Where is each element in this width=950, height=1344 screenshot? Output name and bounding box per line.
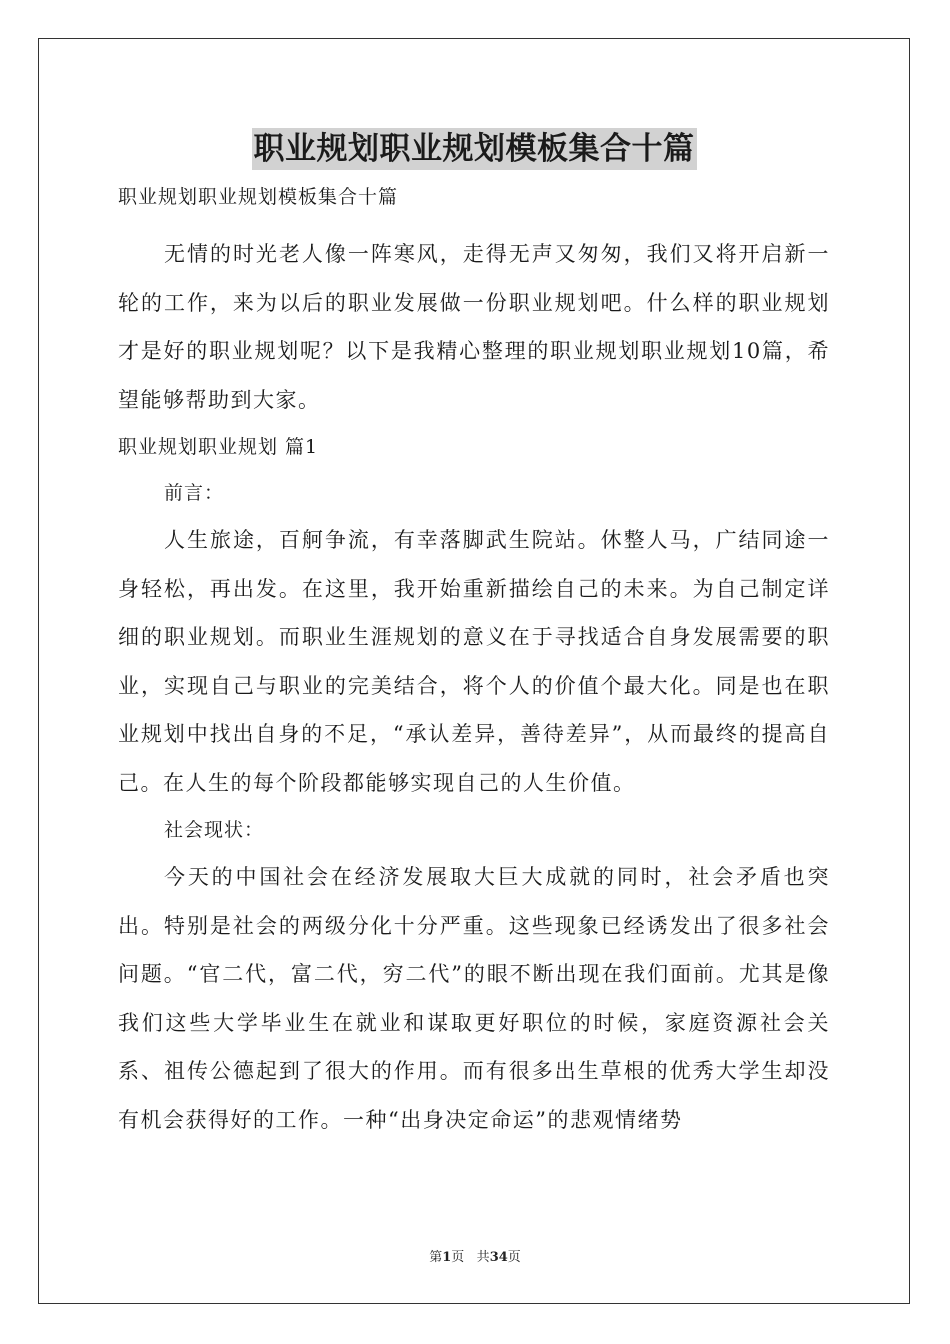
footer-total-prefix: 共 xyxy=(476,1250,490,1265)
intro-paragraph: 无情的时光老人像一阵寒风，走得无声又匆匆，我们又将开启新一轮的工作，来为以后的职业发展做一份职业规划吧。什么样的职业规划才是好的职业规划呢？以下是我精心整理的职业规划职业规划10篇，希望能够帮助到大家。 xyxy=(118,242,830,412)
section-heading: 职业规划职业规划 篇1 xyxy=(118,436,319,458)
document-title: 职业规划职业规划模板集合十篇 xyxy=(252,128,697,170)
footer-current-page: 1 xyxy=(442,1250,452,1265)
document-subtitle: 职业规划职业规划模板集合十篇 xyxy=(118,186,399,208)
society-label: 社会现状： xyxy=(164,819,265,841)
preface-paragraph: 人生旅途，百舸争流，有幸落脚武生院站。休整人马，广结同途一身轻松，再出发。在这里，我开始重新描绘自己的未来。为自己制定详细的职业规划。而职业生涯规划的意义在于寻找适合自身发展需要的职业，实现自己与职业的完美结合，将个人的价值个最大化。同是也在职业规划中找出自身的不足，“承认差异，善待差异”，从而最终的提高自己。在人生的每个阶段都能够实现自己的人生价值。 xyxy=(118,528,830,795)
preface-label: 前言： xyxy=(164,482,225,504)
title-container xyxy=(118,128,830,170)
footer-total-suffix: 页 xyxy=(507,1250,521,1265)
footer-total-pages: 34 xyxy=(489,1250,508,1265)
footer-prefix: 第 xyxy=(429,1250,443,1265)
footer-page-word: 页 xyxy=(451,1250,465,1265)
society-paragraph: 今天的中国社会在经济发展取大巨大成就的同时，社会矛盾也突出。特别是社会的两级分化十分严重。这些现象已经诱发出了很多社会问题。“官二代，富二代，穷二代”的眼不断出现在我们面前。尤其是像我们这些大学毕业生在就业和谋取更好职位的时候，家庭资源社会关系、祖传公德起到了很大的作用。而有很多出生草根的优秀大学生却没有机会获得好的工作。一种“出身决定命运”的悲观情绪势 xyxy=(118,865,830,1132)
page-footer xyxy=(0,1246,950,1265)
document-body xyxy=(118,128,830,1144)
